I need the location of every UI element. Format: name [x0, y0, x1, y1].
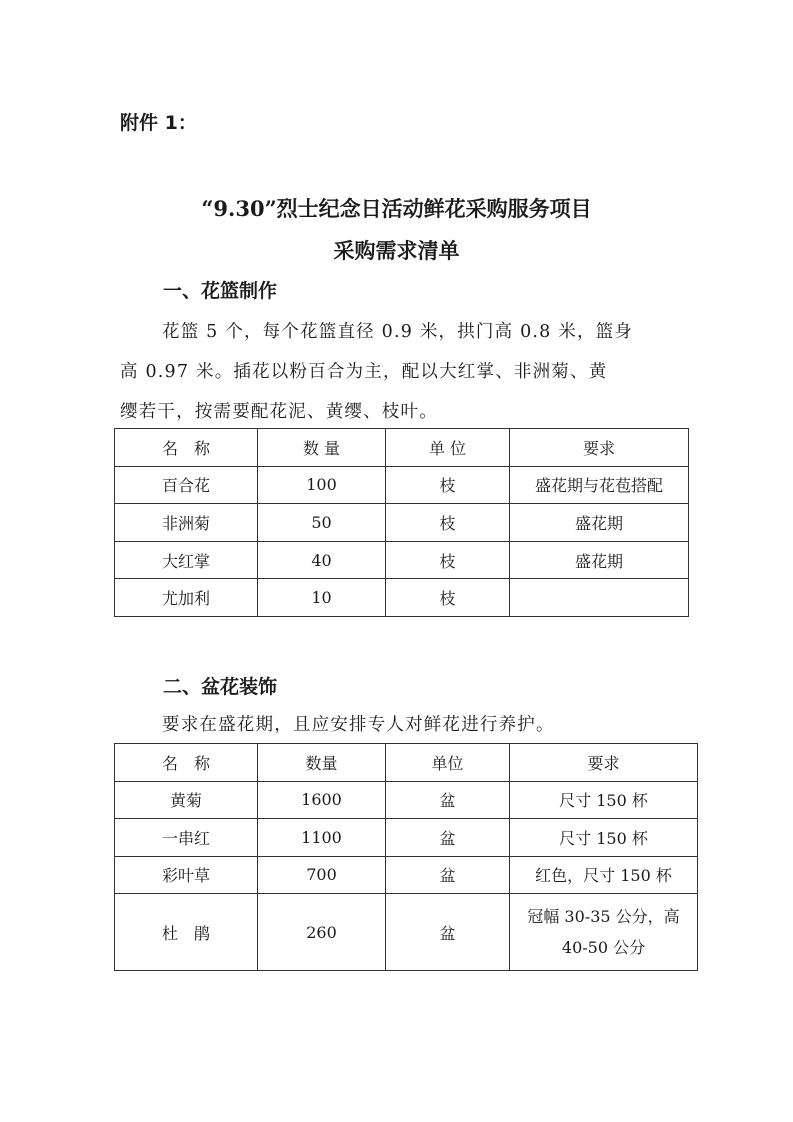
cell-name: 百合花	[115, 466, 258, 504]
cell-unit: 盆	[386, 781, 510, 819]
section2-heading: 二、盆花装饰	[163, 676, 278, 698]
cell-quantity: 1600	[258, 781, 386, 819]
cell-quantity: 50	[258, 504, 386, 542]
cell-unit: 枝	[386, 466, 510, 504]
page-title: “9.30”烈士纪念日活动鲜花采购服务项目	[201, 196, 592, 221]
cell-requirement: 尺寸 150 杯	[510, 781, 698, 819]
cell-unit: 枝	[386, 504, 510, 542]
cell-requirement: 盛花期与花苞搭配	[510, 466, 689, 504]
cell-unit: 盆	[386, 856, 510, 894]
cell-requirement	[510, 579, 689, 617]
section1-paragraph-line2: 高 0.97 米。插花以粉百合为主，配以大红掌、非洲菊、黄	[120, 362, 608, 382]
header-name: 名 称	[115, 429, 258, 467]
section1-paragraph-line3: 缨若干，按需要配花泥、黄缨、枝叶。	[120, 402, 438, 422]
attachment-label: 附件 1：	[120, 112, 197, 134]
cell-requirement: 盛花期	[510, 541, 689, 579]
table-header-row	[115, 744, 698, 782]
cell-unit: 枝	[386, 579, 510, 617]
cell-name: 一串红	[115, 819, 258, 857]
cell-quantity: 100	[258, 466, 386, 504]
cell-name: 彩叶草	[115, 856, 258, 894]
table-row	[115, 579, 689, 617]
header-name: 名 称	[115, 744, 258, 782]
section1-heading: 一、花篮制作	[163, 280, 278, 302]
cell-unit: 枝	[386, 541, 510, 579]
table-row	[115, 781, 698, 819]
requirement-line1: 冠幅 30-35 公分，高	[527, 907, 680, 926]
cell-quantity: 10	[258, 579, 386, 617]
header-requirement: 要求	[510, 744, 698, 782]
cell-name: 非洲菊	[115, 504, 258, 542]
requirement-line2: 40-50 公分	[561, 938, 646, 957]
cell-requirement: 红色，尺寸 150 杯	[510, 856, 698, 894]
cell-requirement: 盛花期	[510, 504, 689, 542]
cell-quantity: 700	[258, 856, 386, 894]
cell-requirement	[510, 894, 698, 971]
header-unit: 单 位	[386, 429, 510, 467]
header-quantity: 数 量	[258, 429, 386, 467]
table-row	[115, 466, 689, 504]
cell-name: 杜 鹃	[115, 894, 258, 971]
table-row	[115, 856, 698, 894]
header-quantity: 数量	[258, 744, 386, 782]
flower-basket-table	[114, 428, 689, 617]
header-requirement: 要求	[510, 429, 689, 467]
cell-requirement: 尺寸 150 杯	[510, 819, 698, 857]
cell-quantity: 1100	[258, 819, 386, 857]
header-unit: 单位	[386, 744, 510, 782]
cell-unit: 盆	[386, 894, 510, 971]
section1-paragraph-line1: 花篮 5 个，每个花篮直径 0.9 米，拱门高 0.8 米，篮身	[162, 322, 634, 342]
table-row	[115, 894, 698, 971]
cell-quantity: 260	[258, 894, 386, 971]
table-header-row	[115, 429, 689, 467]
table-row	[115, 819, 698, 857]
cell-unit: 盆	[386, 819, 510, 857]
table-row	[115, 541, 689, 579]
section2-paragraph: 要求在盛花期，且应安排专人对鲜花进行养护。	[162, 715, 555, 735]
cell-name: 尤加利	[115, 579, 258, 617]
table-row	[115, 504, 689, 542]
potted-flower-table	[114, 743, 698, 971]
cell-name: 大红掌	[115, 541, 258, 579]
page-subtitle: 采购需求清单	[333, 238, 460, 263]
cell-quantity: 40	[258, 541, 386, 579]
cell-name: 黄菊	[115, 781, 258, 819]
